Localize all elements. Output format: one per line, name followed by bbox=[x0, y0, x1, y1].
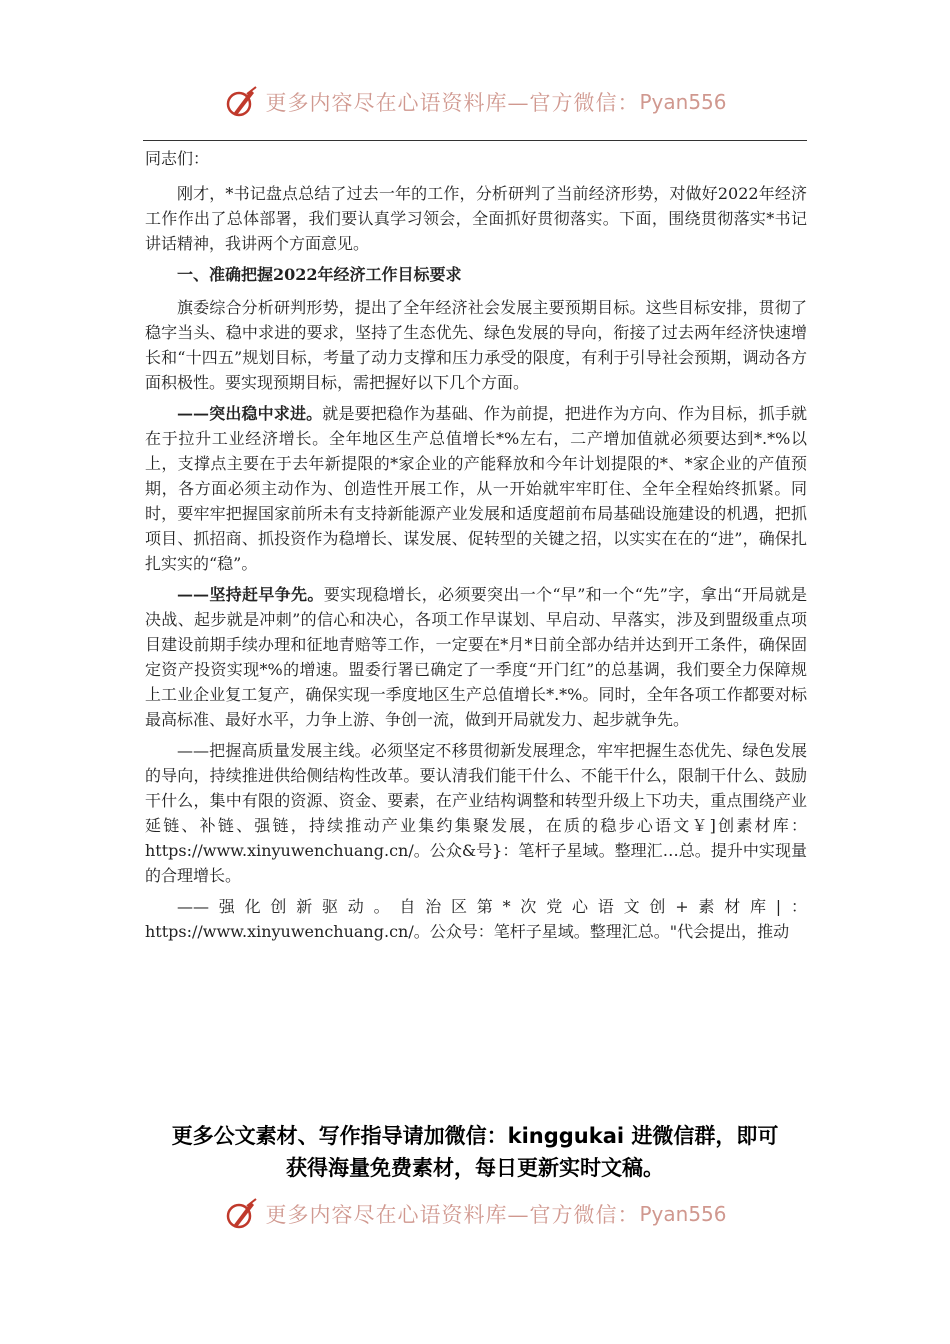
banner-wechat-id: Pyan556 bbox=[639, 90, 727, 114]
document-body bbox=[145, 146, 807, 950]
promo-block bbox=[100, 1120, 850, 1184]
point-body-2: 要实现稳增长，必须要突出一个“早”和一个“先”字，拿出“开局就是决战、起步就是冲刺”的信心和决心，各项工作早谋划、早启动、早落实，涉及到盟级重点项目建设前期手续办理和征地青赔等工作，一定要在*月*日前全部办结并达到开工条件，确保固定资产投资实现*%的增速。盟委行署已确定了一季度“开门红”的总基调，我们要全力保障规上工业企业复工复产，确保实现一季度地区生产总值增长*.*%。同时，全年各项工作都要对标最高标准、最好水平，力争上游、争创一流，做到开局就发力、起步就争先。 bbox=[145, 585, 807, 729]
footer-banner bbox=[0, 1192, 950, 1236]
promo-line-2: 获得海量免费素材，每日更新实时文稿。 bbox=[286, 1156, 664, 1180]
header-banner bbox=[0, 80, 950, 124]
quill-logo-icon bbox=[223, 84, 259, 120]
banner-wechat-id: Pyan556 bbox=[639, 1202, 727, 1226]
intro-paragraph: 刚才，*书记盘点总结了过去一年的工作，分析研判了当前经济形势，对做好2022年经济工作作出了总体部署，我们要认真学习领会，全面抓好贯彻落实。下面，围绕贯彻落实*书记讲话精神，我讲两个方面意见。 bbox=[145, 184, 807, 253]
greeting: 同志们： bbox=[145, 149, 210, 168]
promo-line-1: 更多公文素材、写作指导请加微信：kinggukai 进微信群，即可 bbox=[171, 1124, 779, 1148]
point-title-1: ——突出稳中求进。 bbox=[177, 404, 323, 423]
section-heading: 一、准确把握2022年经济工作目标要求 bbox=[177, 265, 462, 284]
section-intro-paragraph: 旗委综合分析研判形势，提出了全年经济社会发展主要预期目标。这些目标安排，贯彻了稳字当头、稳中求进的要求，坚持了生态优先、绿色发展的导向，衔接了过去两年经济快速增长和“十四五”规划目标，考量了动力支撑和压力承受的限度，有利于引导社会预期，调动各方面积极性。要实现预期目标，需把握好以下几个方面。 bbox=[145, 298, 807, 392]
point-paragraph-4: ——强化创新驱动。自治区第*次党心语文创+素材库|：https://www.xinyuwenchuang.cn/。公众号：笔杆子星域。整理汇总。"代会提出，推动 bbox=[145, 897, 807, 941]
point-body-1: 就是要把稳作为基础、作为前提，把进作为方向、作为目标，抓手就在于拉升工业经济增长。全年地区生产总值增长*%左右，二产增加值就必须要达到*.*%以上，支撑点主要在于去年新提限的*家企业的产能释放和今年计划提限的*、*家企业的产值预期，各方面必须主动作为、创造性开展工作，从一开始就牢牢盯住、全年全程始终抓紧。同时，要牢牢把握国家前所未有支持新能源产业发展和适度超前布局基础设施建设的机遇，把抓项目、抓招商、抓投资作为稳增长、谋发展、促转型的关键之招，以实实在在的“进”，确保扎扎实实的“稳”。 bbox=[145, 404, 807, 573]
header-rule bbox=[143, 140, 807, 141]
quill-logo-icon bbox=[223, 1196, 259, 1232]
point-paragraph-3: ——把握高质量发展主线。必须坚定不移贯彻新发展理念，牢牢把握生态优先、绿色发展的导向，持续推进供给侧结构性改革。要认清我们能干什么、不能干什么，限制干什么、鼓励干什么，集中有限的资源、资金、要素，在产业结构调整和转型升级上下功夫，重点围绕产业延链、补链、强链，持续推动产业集约集聚发展，在质的稳步心语文￥]创素材库：https://www.xinyuwenchuang.cn/。公众&号}：笔杆子星域。整理汇…总。提升中实现量的合理增长。 bbox=[145, 741, 807, 885]
point-title-2: ——坚持赶早争先。 bbox=[177, 585, 324, 604]
point-paragraph-2 bbox=[145, 582, 807, 732]
banner-text: 更多内容尽在心语资料库—官方微信： bbox=[265, 1203, 640, 1227]
banner-text: 更多内容尽在心语资料库—官方微信： bbox=[265, 91, 640, 115]
point-paragraph-1 bbox=[145, 401, 807, 576]
